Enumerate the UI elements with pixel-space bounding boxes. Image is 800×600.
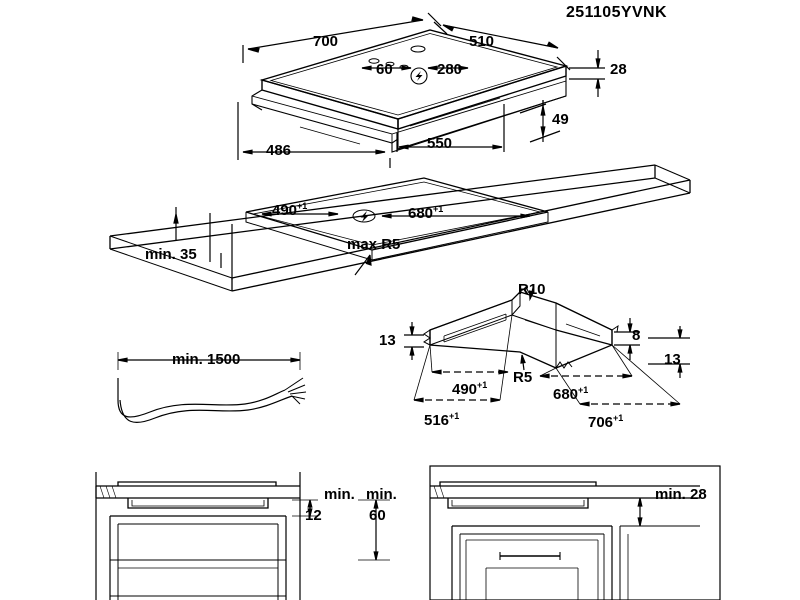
- dim-label-min-60-value: 60: [369, 507, 386, 524]
- dim-label-min-12-value: 12: [305, 507, 322, 524]
- dim-label-min-60-word: min.: [366, 486, 397, 503]
- power-symbol-icon-cutout: [353, 210, 375, 222]
- dim-label-49: 49: [552, 111, 569, 128]
- power-symbol-icon-hob: [411, 68, 427, 84]
- dim-label-r10: R10: [518, 281, 546, 298]
- dim-label-r5: R5: [513, 369, 533, 386]
- dim-min-35: [174, 207, 232, 280]
- dim-label-516-detail: $516^{+1}$: [424, 411, 460, 429]
- dim-label-min-12-word: min.: [324, 486, 355, 503]
- leader-r5: [521, 355, 525, 370]
- dim-label-680-cutout: $680^{+1}$: [408, 204, 444, 222]
- worktop-cutout: [110, 165, 690, 291]
- dim-13-left: [404, 322, 424, 360]
- dim-label-min-1500: min. 1500: [172, 351, 241, 368]
- dim-label-550: 550: [427, 135, 453, 152]
- dim-label-13-right: 13: [664, 351, 681, 368]
- dim-label-max-r5: max R5: [347, 236, 401, 253]
- dim-label-680-detail: $680^{+1}$: [553, 385, 589, 403]
- dim-label-490-detail: $490^{+1}$: [452, 380, 488, 398]
- dim-label-706-detail: $706^{+1}$: [588, 413, 624, 431]
- dim-28: [569, 50, 605, 97]
- dim-label-28: 28: [610, 61, 627, 78]
- dim-label-13-left: 13: [379, 332, 396, 349]
- dim-label-486: 486: [266, 142, 292, 159]
- dim-label-60: 60: [376, 61, 393, 78]
- hob-top-surface: [252, 30, 566, 152]
- dim-label-700: 700: [313, 33, 339, 50]
- dim-680-cutout: [382, 214, 530, 218]
- model-code: 251105YVNK: [566, 4, 667, 21]
- corner-radius-detail: [424, 287, 618, 368]
- dim-label-510: 510: [469, 33, 495, 50]
- dim-label-min-28: min. 28: [655, 486, 707, 503]
- dim-label-490-cutout: $490^{+1}$: [272, 201, 308, 219]
- dim-min-28: [624, 498, 654, 526]
- dim-label-280: 280: [437, 61, 463, 78]
- dim-486: [238, 102, 390, 168]
- power-cable-view: [118, 378, 306, 422]
- cabinet-section-left: [96, 472, 300, 600]
- dim-label-8: 8: [632, 327, 641, 344]
- leader-max-r5: [355, 255, 371, 275]
- dim-label-min-35: min. 35: [145, 246, 197, 263]
